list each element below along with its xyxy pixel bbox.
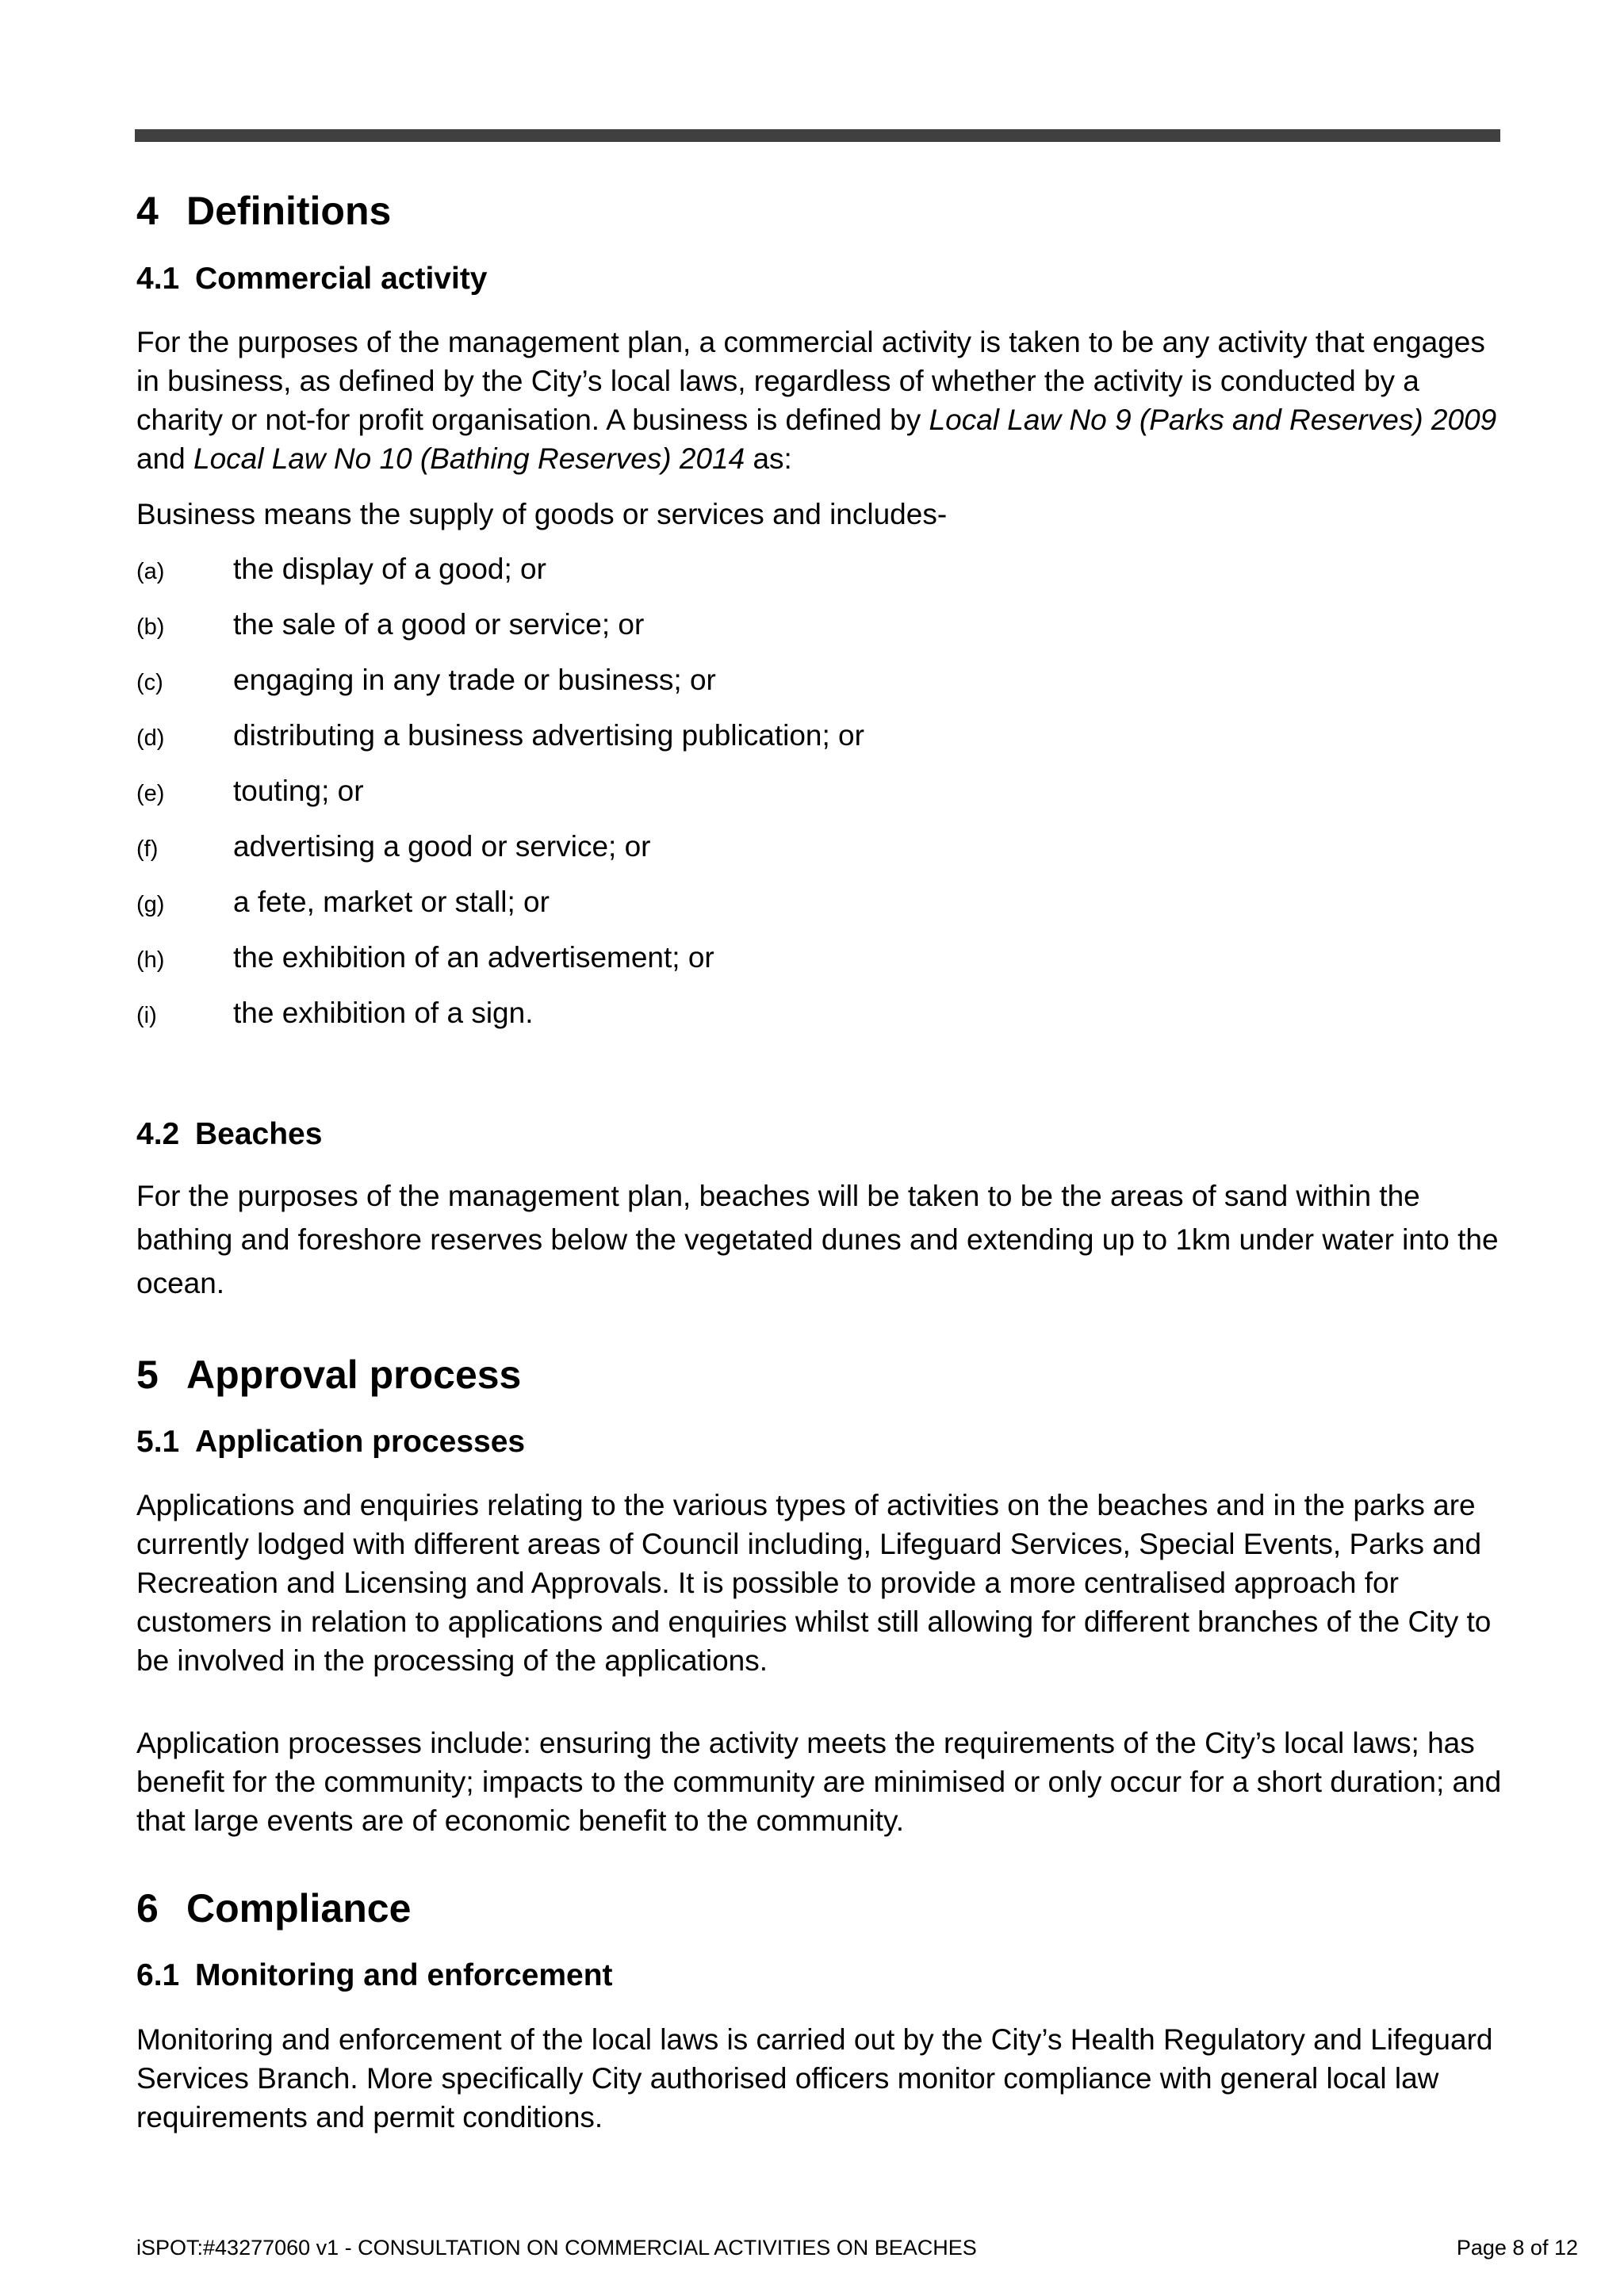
list-marker: (e) <box>136 781 165 806</box>
section-title: Approval process <box>186 1353 522 1397</box>
list-marker: (i) <box>136 1003 157 1028</box>
list-item-text: distributing a business advertising publication; or <box>233 719 864 752</box>
local-law-10-reference: Local Law No 10 (Bathing Reserves) 2014 <box>193 442 745 475</box>
application-processes-paragraph-2: Application processes include: ensuring the activity meets the requirements of the City’s local laws; has benefit for the community; impacts to the community are minimised or only occur for a short duration; and that large events are of economic benefit to the community. <box>136 1727 1502 1837</box>
footer-document-reference: iSPOT:#43277060 v1 - CONSULTATION ON COMMERCIAL ACTIVITIES ON BEACHES <box>136 2236 977 2260</box>
subsection-6-1-heading <box>136 1957 613 1995</box>
list-marker: (h) <box>136 947 165 973</box>
section-4-heading <box>136 187 391 235</box>
list-marker: (a) <box>136 559 165 584</box>
list-item <box>136 993 1502 1033</box>
section-number: 6 <box>136 1886 159 1931</box>
section-title: Compliance <box>186 1886 412 1931</box>
subsection-number: 5.1 <box>136 1425 180 1459</box>
list-item-text: the sale of a good or service; or <box>233 608 645 641</box>
business-definition-intro: Business means the supply of goods or services and includes- <box>136 498 948 530</box>
subsection-4-1-heading <box>136 260 488 298</box>
list-marker: (d) <box>136 725 165 751</box>
subsection-title: Application processes <box>195 1425 526 1459</box>
list-item <box>136 938 1502 978</box>
application-processes-paragraph-1: Applications and enquiries relating to the various types of activities on the beaches and in the parks are currently lodged with different areas of Council including, Lifeguard Services, Special Events, Parks and Recreation and Licensing and Approvals. It is possible to provide a more centralised approach for customers in relation to applications and enquiries whilst still allowing for different branches of the City to be involved in the processing of the applications. <box>136 1489 1492 1677</box>
subsection-4-2-heading <box>136 1115 322 1154</box>
section-5-heading <box>136 1351 521 1399</box>
section-number: 4 <box>136 189 159 233</box>
subsection-number: 4.2 <box>136 1117 180 1151</box>
monitoring-enforcement-paragraph: Monitoring and enforcement of the local laws is carried out by the City’s Health Regulatory and Lifeguard Services Branch. More specifically City authorised officers monitor compliance with general local law requirements and permit conditions. <box>136 2023 1493 2133</box>
list-marker: (c) <box>136 670 163 695</box>
subsection-title: Beaches <box>195 1117 323 1151</box>
header-rule <box>135 129 1500 142</box>
subsection-5-1-heading <box>136 1423 525 1461</box>
subsection-title: Monitoring and enforcement <box>195 1958 613 1992</box>
list-item-text: a fete, market or stall; or <box>233 886 550 918</box>
section-title: Definitions <box>186 189 392 233</box>
list-item-text: the exhibition of a sign. <box>233 997 534 1029</box>
list-item <box>136 605 1502 645</box>
list-item <box>136 716 1502 756</box>
list-item <box>136 660 1502 700</box>
footer-page-number: Page 8 of 12 <box>1456 2236 1578 2260</box>
list-item-text: the display of a good; or <box>233 553 546 585</box>
list-item <box>136 771 1502 811</box>
list-marker: (g) <box>136 892 165 917</box>
conjunction-text: and <box>136 442 194 475</box>
subsection-number: 6.1 <box>136 1958 180 1992</box>
list-item-text: touting; or <box>233 775 364 807</box>
list-marker: (b) <box>136 614 165 640</box>
definition-text: For the purposes of the management plan, a commercial activity is taken to be any activity that engages in business, as defined by the City’s local laws, regardless of whether the activity is conducted by a charity or not-for profit organisation. A business is defined by <box>136 326 1485 436</box>
list-item-text: the exhibition of an advertisement; or <box>233 941 714 974</box>
section-number: 5 <box>136 1353 159 1397</box>
section-6-heading <box>136 1885 411 1932</box>
beaches-definition: For the purposes of the management plan, beaches will be taken to be the areas of sand within the bathing and foreshore reserves below the vegetated dunes and extending up to 1km under water into the ocean. <box>136 1180 1499 1299</box>
list-item-text: engaging in any trade or business; or <box>233 664 716 696</box>
list-marker: (f) <box>136 836 159 862</box>
list-item-text: advertising a good or service; or <box>233 830 651 863</box>
list-item <box>136 882 1502 922</box>
subsection-number: 4.1 <box>136 262 180 296</box>
local-law-9-reference: Local Law No 9 (Parks and Reserves) 2009 <box>929 404 1497 436</box>
commercial-activity-definition <box>136 323 1504 478</box>
subsection-title: Commercial activity <box>195 262 488 296</box>
list-item <box>136 549 1502 589</box>
definition-end-text: as: <box>745 442 792 475</box>
list-item <box>136 827 1502 867</box>
